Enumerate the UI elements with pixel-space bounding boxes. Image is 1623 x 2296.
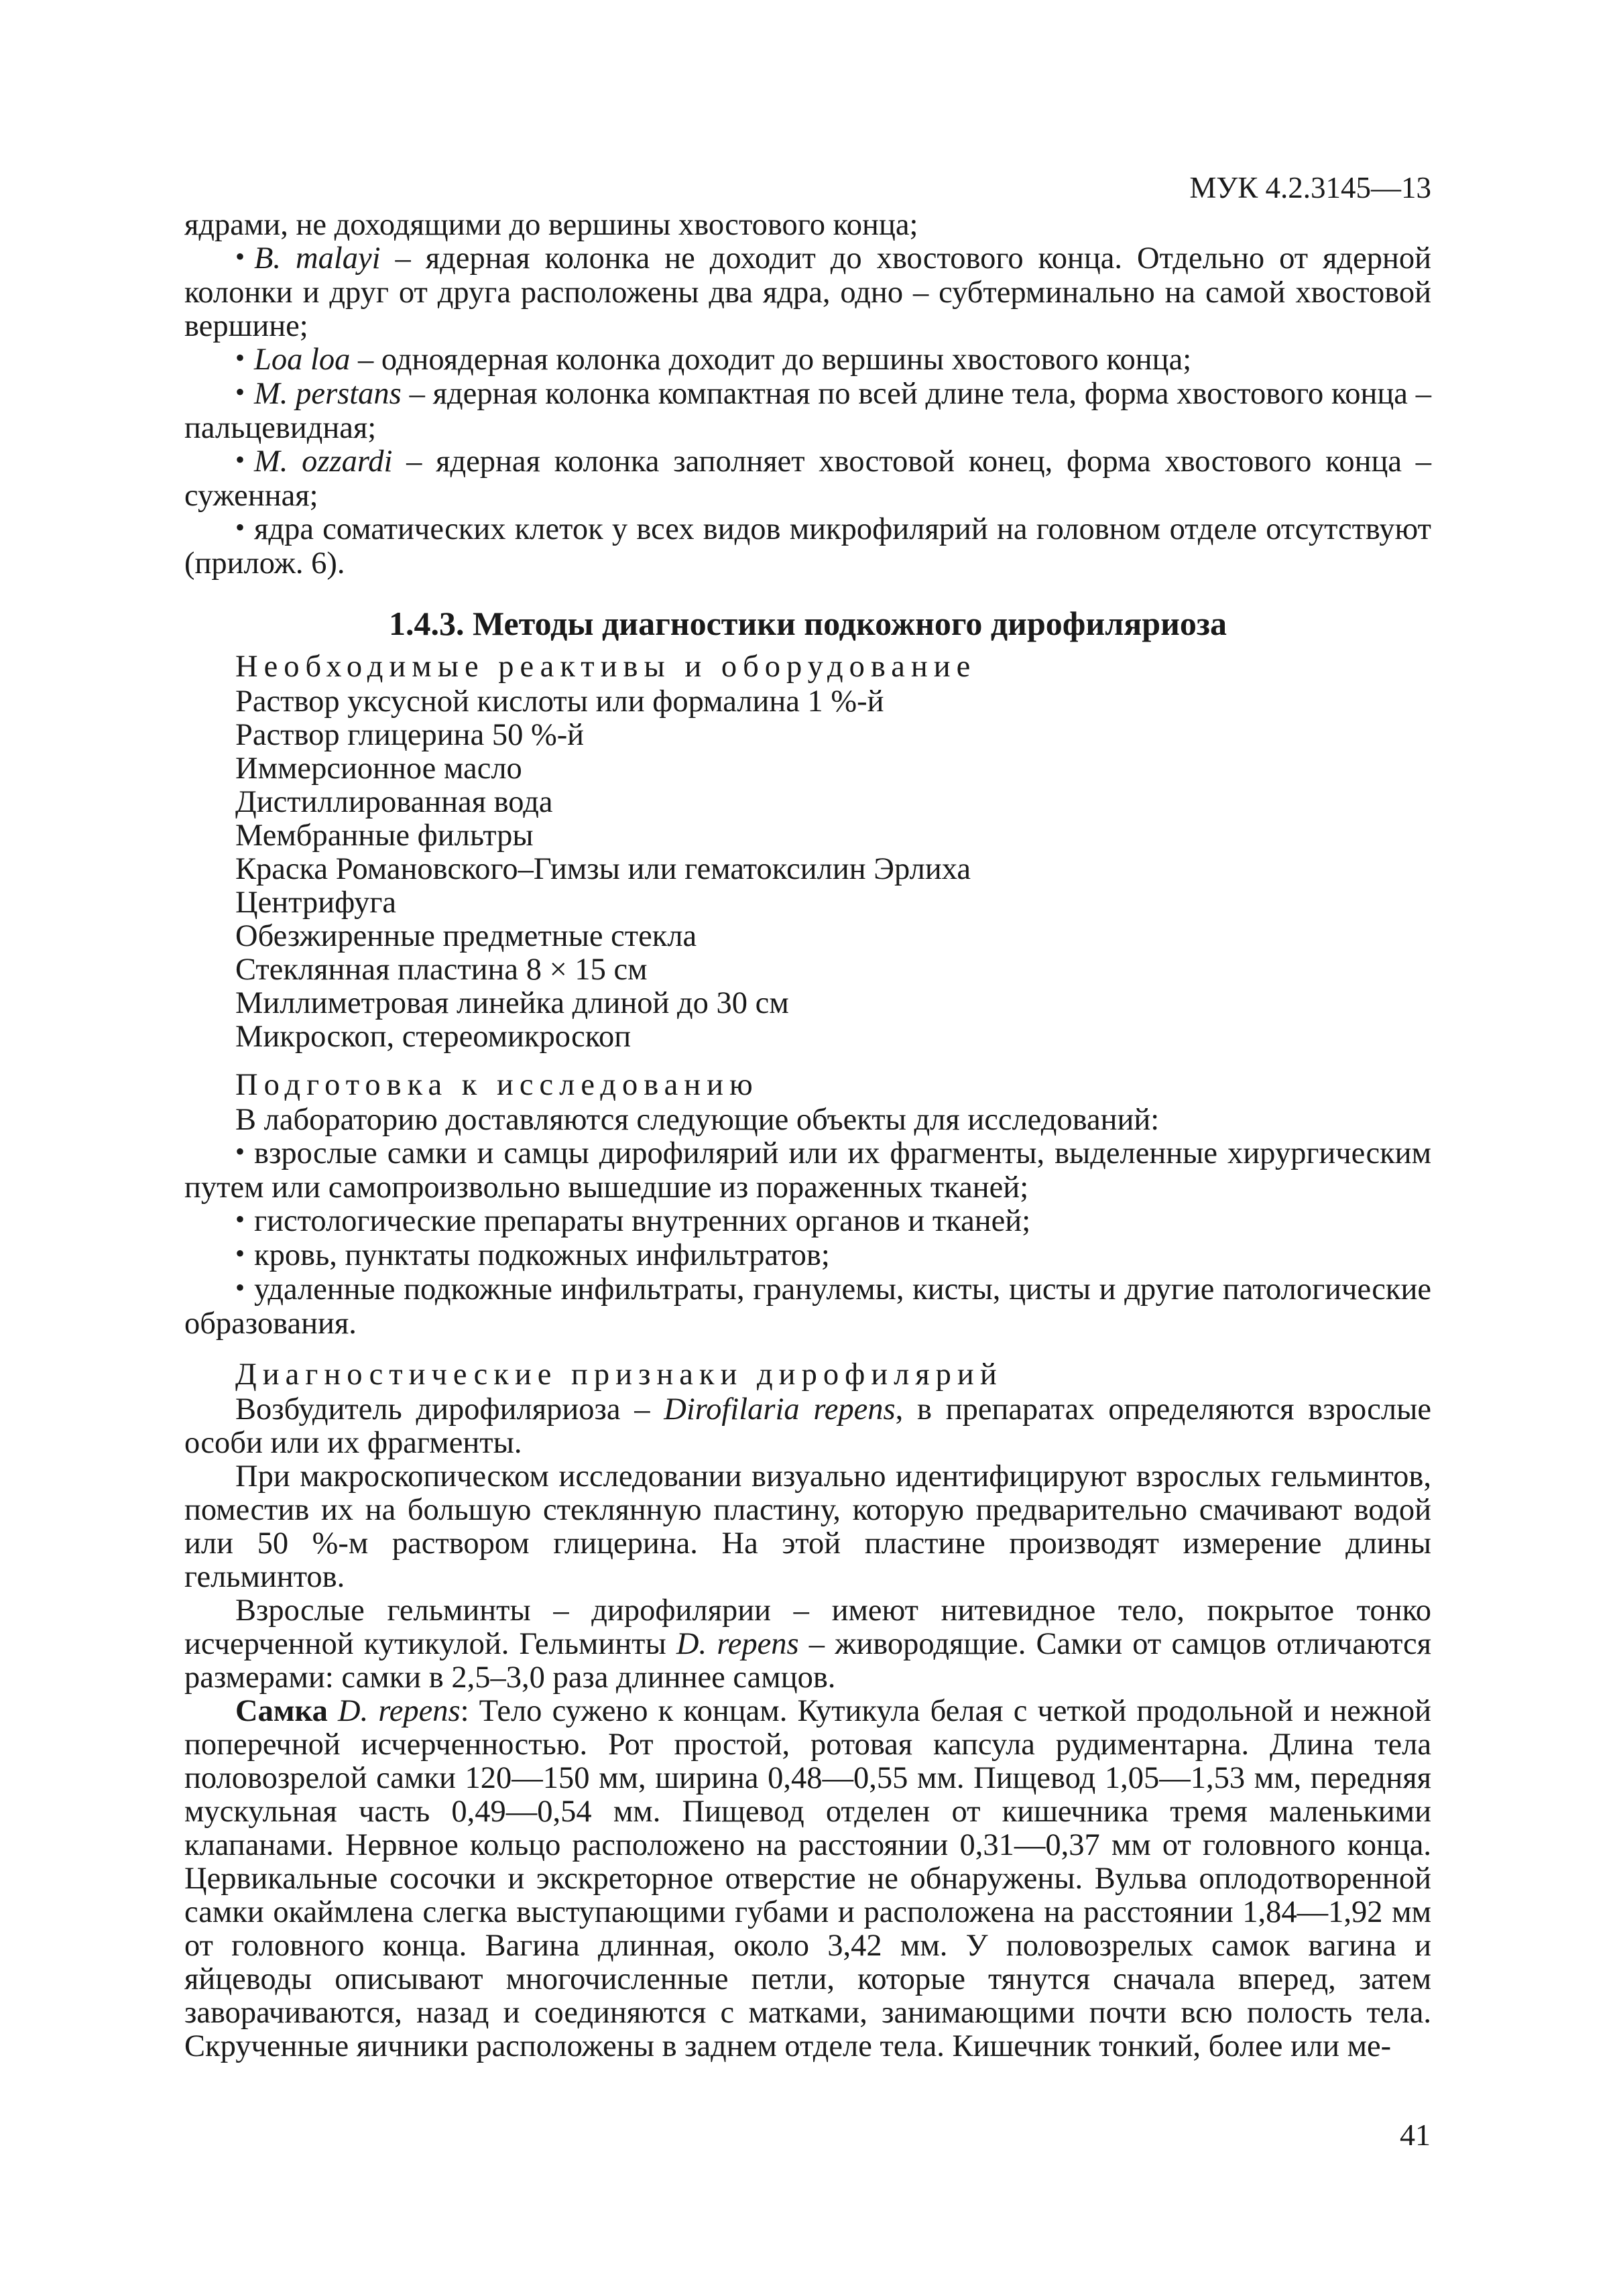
intro-continuation [184,208,1431,242]
paragraph-text: Взрослые гельминты – дирофилярии – имеют нитевидное тело, покрытое тонко исчерченной кутикулой. Гельминты [184,1593,1431,1661]
item-text: кровь, пунктаты подкожных инфильтратов; [254,1238,830,1272]
item-text: – ядерная колонка не доходит до хвостового конца. Отдельно от ядерной колонки и друг от друга расположены два ядра, одно – субтерминально на самой хвостовой вершине; [184,241,1431,343]
item-text: взрослые самки и самцы дирофилярий или их фрагменты, выделенные хирургическим путем или самопроизвольно вышедшие из пораженных тканей; [184,1136,1431,1205]
item-text: – ядерная колонка заполняет хвостовой конец, форма хвостового конца – суженная; [184,444,1431,513]
species-name: Dirofilaria repens [664,1392,896,1427]
equipment-item: Краска Романовского–Гимзы или гематоксилин Эрлиха [235,852,971,886]
diagnostic-paragraph [184,1594,1431,1695]
species-name: M. ozzardi [254,444,393,479]
item-text: гистологические препараты внутренних органов и тканей; [254,1204,1031,1238]
item-text: – ядерная колонка компактная по всей длине тела, форма хвостового конца – пальцевидная; [184,377,1431,445]
intro-line: ядрами, не доходящими до вершины хвостового конца; [184,208,918,242]
equipment-item: Дистиллированная вода [235,785,553,819]
equipment-list [235,685,1431,1054]
bullet-icon: • [235,1136,245,1166]
bullet-icon: • [235,444,245,475]
bullet-icon: • [235,1204,245,1234]
equipment-item: Обезжиренные предметные стекла [235,919,697,953]
intro-item [184,377,1431,445]
equipment-item: Микроскоп, стереомикроскоп [235,1020,632,1054]
equipment-item: Иммерсионное масло [235,751,522,786]
female-description [184,1695,1431,2063]
bullet-icon: • [235,343,245,373]
preparation-heading: Подготовка к исследованию [235,1068,759,1102]
species-name: Loa loa [254,343,351,377]
equipment-item: Стеклянная пластина 8 × 15 см [235,953,648,987]
intro-item [184,242,1431,343]
paragraph-text: , в препаратах определяются взрослые особи или их фрагменты. [184,1392,1431,1460]
section-title: 1.4.3. Методы диагностики подкожного дирофиляриоза [388,605,1227,642]
bullet-icon: • [235,1238,245,1268]
page-number: 41 [1400,2118,1431,2152]
female-label: Самка [235,1694,328,1728]
diagnostic-paragraph [184,1460,1431,1594]
preparation-item [184,1273,1431,1341]
preparation-item [184,1137,1431,1205]
preparation-item [184,1205,1431,1239]
paragraph-text: Возбудитель дирофиляриоза – [235,1392,664,1427]
intro-item [184,343,1431,377]
diagnostic-paragraph [184,1393,1431,1460]
item-text: – одноядерная колонка доходит до вершины хвостового конца; [350,343,1192,377]
species-name: D. repens [676,1627,799,1661]
intro-item [184,513,1431,581]
paragraph-text: – живородящие. Самки от самцов отличаются размерами: самки в 2,5–3,0 раза длиннее самцов. [184,1627,1431,1695]
item-text: ядра соматических клеток у всех видов микрофилярий на головном отделе отсутствуют (прилож. 6). [184,512,1431,581]
species-name: B. malayi [254,241,381,276]
equipment-item: Мембранные фильтры [235,819,534,853]
preparation-item [184,1239,1431,1273]
equipment-item: Миллиметровая линейка длиной до 30 см [235,986,789,1020]
bullet-icon: • [235,241,245,271]
bullet-icon: • [235,512,245,542]
paragraph-text: При макроскопическом исследовании визуально идентифицируют взрослых гельминтов, поместив их на большую стеклянную пластину, которую предварительно смачивают водой или 50 %-м раствором глицерина. На этой пластине производят измерение длины гельминтов. [184,1459,1431,1594]
bullet-icon: • [235,377,245,407]
intro-item [184,445,1431,513]
preparation-intro [184,1103,1431,1137]
bullet-icon: • [235,1272,245,1303]
equipment-item: Раствор глицерина 50 %-й [235,718,585,752]
species-name: M. perstans [254,377,402,411]
equipment-heading: Необходимые реактивы и оборудование [235,650,977,684]
diagnostic-heading: Диагностические признаки дирофилярий [235,1357,1003,1392]
equipment-item: Центрифуга [235,886,397,920]
species-name: D. repens [338,1694,461,1728]
preparation-intro-text: В лабораторию доставляются следующие объекты для исследований: [235,1103,1160,1137]
equipment-item: Раствор уксусной кислоты или формалина 1 %-й [235,684,884,719]
item-text: удаленные подкожные инфильтраты, гранулемы, кисты, цисты и другие патологические образования. [184,1272,1431,1341]
document-code: МУК 4.2.3145—13 [1189,171,1431,204]
paragraph-text: : Тело сужено к концам. Кутикула белая с четкой продольной и нежной поперечной исчерченностью. Рот простой, ротовая капсула рудиментарна. Длина тела половозрелой самки 120—150 мм, ширина 0,48—0,55 мм. Пищевод 1,05—1,53 мм, передняя мускульная часть 0,49—0,54 мм. Пищевод отделен от кишечника тремя маленькими клапанами. Нервное кольцо расположено на расстоянии 0,31—0,37 мм от головного конца. Цервикальные сосочки и экскреторное отверстие не обнаружены. Вульва оплодотворенной самки окаймлена слегка выступающими губами и расположена на расстоянии 1,84—1,92 мм от головного конца. Вагина длинная, около 3,42 мм. У половозрелых самок вагина и яйцеводы описывают многочисленные петли, которые тянутся сначала вперед, затем заворачиваются, назад и соединяются с матками, занимающими почти всю полость тела. Скрученные яичники расположены в заднем отделе тела. Кишечник тонкий, более или ме- [184,1694,1431,2063]
page-content [184,171,1431,2063]
